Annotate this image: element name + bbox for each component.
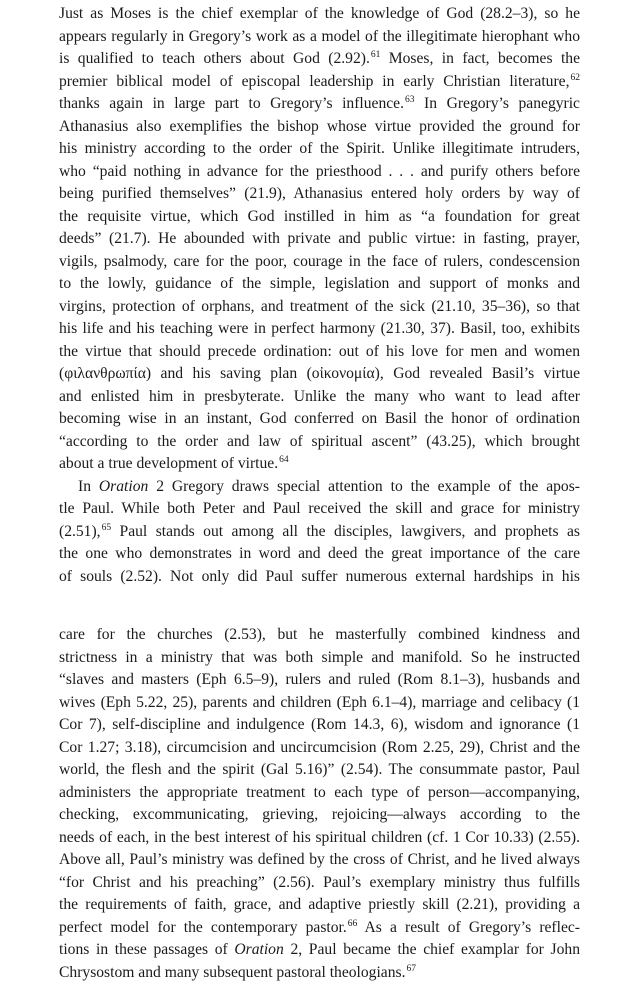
line-text: the virtue that should precede ordination: out of his love for men and women [59, 342, 580, 360]
footnote-marker: 65 [101, 522, 112, 533]
line-text: tle Paul. While both Peter and Paul received the skill and grace for ministry [59, 500, 580, 517]
line-text: Athanasius also exemplifies the bishop whose virtue provided the ground for [59, 117, 580, 135]
text-line [59, 498, 580, 521]
text-line [59, 894, 580, 917]
text-line [59, 363, 580, 386]
line-text: strictness in a ministry that was both simple and manifold. So he instructed [59, 648, 580, 666]
text-line [59, 116, 580, 139]
text-line [59, 386, 580, 409]
line-text: administers the appropriate treatment to each type of person—accompanying, [59, 783, 580, 801]
footnote-marker: 64 [279, 455, 289, 465]
line-text: world, the flesh and the spirit (Gal 5.16)” (2.54). The consummate pastor, Paul [59, 761, 580, 778]
text-line [59, 341, 580, 364]
footnote-marker: 61 [370, 50, 381, 60]
line-text: becoming wise in an instant, God conferred on Basil the honor of ordination [59, 410, 580, 427]
text-line [59, 782, 580, 805]
text-line [59, 714, 580, 737]
line-text: “according to the order and law of spiritual ascent” (43.25), which brought [59, 432, 580, 450]
text-line [59, 453, 580, 476]
line-text-continued: 2 Gregory draws special attention to the example of the apos- [148, 477, 580, 495]
text-line [59, 759, 580, 782]
text-line [59, 647, 580, 670]
line-text: appears regularly in Gregory’s work as a model of the illegitimate hierophant who [59, 27, 580, 45]
line-text: deeds” (21.7). He abounded with private and public virtue: in fasting, prayer, [59, 230, 580, 247]
text-block-bottom [59, 624, 580, 984]
line-text: of souls (2.52). Not only did Paul suffer numerous external hardships in his [59, 567, 580, 585]
line-text-continued: As a result of Gregory’s reflec- [357, 918, 580, 936]
text-line [59, 408, 580, 431]
text-line [59, 431, 580, 454]
line-text: Cor 7), self-discipline and indulgence (Rom 14.3, 6), wisdom and ignorance (1 [59, 716, 580, 733]
text-line [59, 26, 580, 49]
line-text: (2.51), [59, 522, 101, 540]
text-line [59, 804, 580, 827]
text-line [59, 669, 580, 692]
line-text: the requirements of faith, grace, and adaptive priestly skill (2.21), providing a [59, 896, 580, 913]
text-line [59, 273, 580, 296]
text-line [59, 692, 580, 715]
line-text: is qualified to teach others about God (2.92). [59, 50, 370, 67]
text-line [59, 521, 580, 544]
text-line [59, 827, 580, 850]
line-text: “slaves and masters (Eph 6.5–9), rulers and ruled (Rom 8.1–3), husbands and [59, 671, 580, 688]
line-text: virgins, protection of orphans, and treatment of the sick (21.10, 35–36), so that [59, 297, 580, 315]
line-text: about a true development of virtue. [59, 455, 279, 472]
line-text: “for Christ and his preaching” (2.56). Paul’s exemplary ministry thus fulfills [59, 873, 580, 891]
line-text: perfect model for the contemporary pastor. [59, 918, 347, 936]
line-text: the requisite virtue, which God instilled in him as “a foundation for great [59, 207, 580, 225]
text-line [59, 318, 580, 341]
line-text: his ministry according to the order of the Spirit. Unlike illegitimate intruders, [59, 140, 580, 157]
text-line [59, 206, 580, 229]
text-line [59, 476, 580, 499]
text-line [59, 872, 580, 895]
text-line [59, 543, 580, 566]
text-line [59, 939, 580, 962]
text-line [59, 93, 580, 116]
line-text: (φιλανθρωπία) and his saving plan (οἰκονομία), God revealed Basil’s virtue [59, 365, 580, 382]
italic-title: Oration [98, 477, 149, 495]
line-text: needs of each, in the best interest of his spiritual children (cf. 1 Cor 10.33) (2.55). [59, 828, 580, 846]
line-text-continued: Paul stands out among all the disciples, lawgivers, and prophets as [111, 522, 580, 540]
line-text: vigils, psalmody, care for the poor, courage in the face of rulers, condescension [59, 252, 580, 270]
line-text: the one who demonstrates in word and deed the great importance of the care [59, 545, 580, 562]
line-text: and enlisted him in presbyterate. Unlike the many who want to lead after [59, 387, 580, 405]
text-line [59, 3, 580, 26]
line-text: tions in these passages of [59, 941, 235, 958]
line-text: to the lowly, guidance of the simple, legislation and support of monks and [59, 275, 580, 292]
text-line [59, 138, 580, 161]
text-line [59, 48, 580, 71]
footnote-marker: 67 [406, 963, 416, 974]
text-line [59, 71, 580, 94]
text-line [59, 737, 580, 760]
line-text: wives (Eph 5.22, 25), parents and children (Eph 6.1–4), marriage and celibacy (1 [59, 693, 580, 711]
footnote-marker: 62 [570, 72, 580, 83]
text-line [59, 566, 580, 589]
line-text-continued: 2, Paul became the chief examplar for John [283, 941, 581, 958]
line-text: Cor 1.27; 3.18), circumcision and uncircumcision (Rom 2.25, 29), Christ and the [59, 738, 580, 756]
italic-title: Oration [234, 941, 284, 958]
line-text: Just as Moses is the chief exemplar of the knowledge of God (28.2–3), so he [59, 5, 580, 22]
line-text: Above all, Paul’s ministry was defined by the cross of Christ, and he lived always [59, 851, 580, 868]
line-text: checking, excommunicating, grieving, rejoicing—always according to the [59, 806, 580, 823]
line-text: premier biblical model of episcopal leadership in early Christian literature, [59, 72, 570, 90]
text-line [59, 251, 580, 274]
line-text: being purified themselves” (21.9), Athanasius entered holy orders by way of [59, 185, 580, 202]
line-text: who “paid nothing in advance for the priesthood . . . and purify others before [59, 162, 580, 180]
line-text: thanks again in large part to Gregory’s influence. [59, 95, 404, 112]
text-line [59, 183, 580, 206]
text-line [59, 161, 580, 184]
text-line [59, 228, 580, 251]
line-text: his life and his teaching were in perfect harmony (21.30, 37). Basil, too, exhibits [59, 320, 580, 337]
footnote-marker: 66 [347, 918, 358, 929]
line-text: care for the churches (2.53), but he masterfully combined kindness and [59, 626, 580, 643]
footnote-marker: 63 [405, 95, 415, 105]
text-block-top [59, 3, 580, 588]
text-line [59, 962, 580, 985]
line-text: In [78, 477, 99, 495]
line-text-continued: In Gregory’s panegyric [414, 95, 580, 112]
line-text-continued: Moses, in fact, becomes the [380, 50, 580, 67]
text-line [59, 849, 580, 872]
text-line [59, 624, 580, 647]
text-line [59, 296, 580, 319]
line-text: Chrysostom and many subsequent pastoral theologians. [59, 963, 406, 981]
text-line [59, 917, 580, 940]
